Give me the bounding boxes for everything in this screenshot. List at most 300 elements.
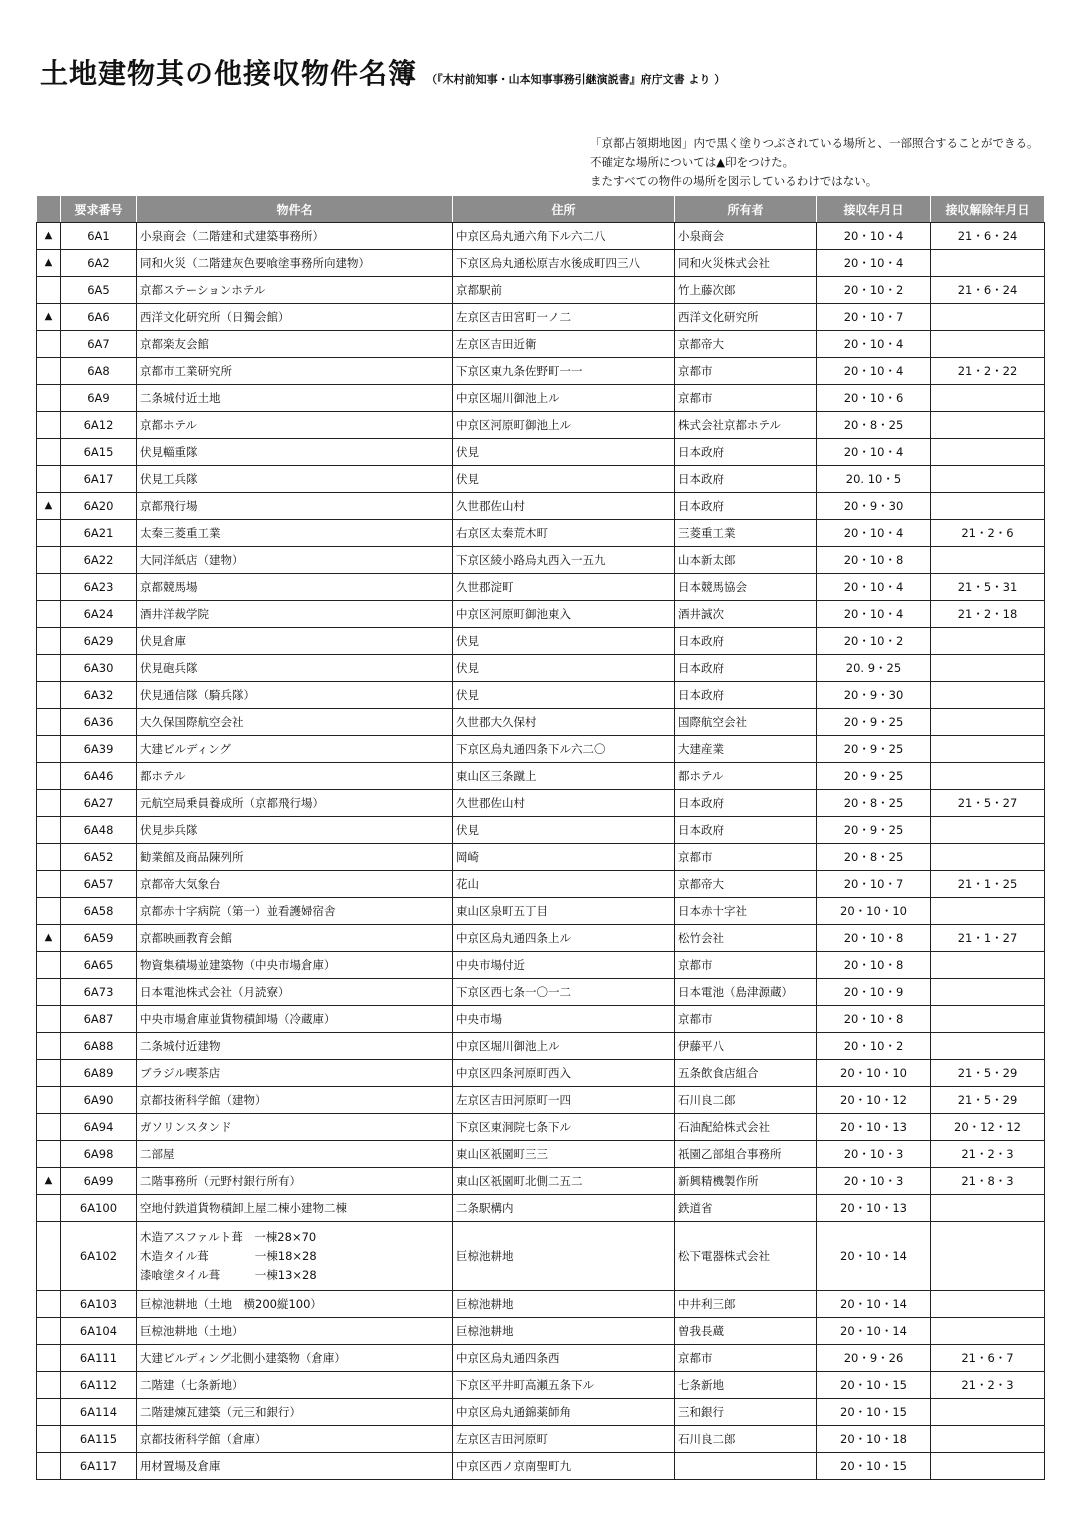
cell-address: 中京区堀川御池上ル — [453, 385, 675, 412]
cell-property-name: 京都市工業研究所 — [137, 358, 453, 385]
cell-property-name: 京都競馬場 — [137, 574, 453, 601]
cell-request-no: 6A8 — [61, 358, 137, 385]
cell-release-date — [931, 655, 1045, 682]
cell-address: 中京区烏丸通四条上ル — [453, 925, 675, 952]
table-row — [37, 574, 1045, 601]
table-row — [37, 1291, 1045, 1318]
table-row — [37, 1426, 1045, 1453]
cell-release-date — [931, 1426, 1045, 1453]
cell-release-date: 21・2・22 — [931, 358, 1045, 385]
cell-address: 中京区烏丸通錦薬師角 — [453, 1399, 675, 1426]
cell-address: 岡崎 — [453, 844, 675, 871]
cell-owner: 京都帝大 — [675, 871, 817, 898]
cell-owner: 石川良二郎 — [675, 1087, 817, 1114]
cell-release-date: 21・8・3 — [931, 1168, 1045, 1195]
cell-release-date — [931, 709, 1045, 736]
table-row — [37, 1114, 1045, 1141]
cell-row-mark — [37, 601, 61, 628]
cell-owner — [675, 1453, 817, 1480]
cell-property-name: 京都帝大気象台 — [137, 871, 453, 898]
cell-seized-date: 20・10・10 — [817, 1060, 931, 1087]
cell-address: 伏見 — [453, 655, 675, 682]
cell-request-no: 6A27 — [61, 790, 137, 817]
table-row — [37, 1222, 1045, 1291]
cell-owner: 鉄道省 — [675, 1195, 817, 1222]
cell-address: 花山 — [453, 871, 675, 898]
cell-owner: 日本政府 — [675, 817, 817, 844]
cell-request-no: 6A24 — [61, 601, 137, 628]
table-row — [37, 1033, 1045, 1060]
cell-seized-date: 20・10・15 — [817, 1453, 931, 1480]
cell-seized-date: 20・8・25 — [817, 844, 931, 871]
cell-request-no: 6A21 — [61, 520, 137, 547]
cell-owner: 石油配給株式会社 — [675, 1114, 817, 1141]
cell-release-date — [931, 1033, 1045, 1060]
col-header-release-date: 接収解除年月日 — [931, 196, 1045, 223]
cell-property-name: 同和火災（二階建灰色要喰塗事務所向建物） — [137, 250, 453, 277]
table-row — [37, 1168, 1045, 1195]
notes — [590, 134, 1039, 191]
cell-request-no: 6A48 — [61, 817, 137, 844]
cell-row-mark: ▲ — [37, 304, 61, 331]
cell-row-mark: ▲ — [37, 223, 61, 250]
cell-seized-date: 20・9・25 — [817, 736, 931, 763]
cell-seized-date: 20・10・12 — [817, 1087, 931, 1114]
cell-seized-date: 20・10・4 — [817, 601, 931, 628]
cell-request-no: 6A5 — [61, 277, 137, 304]
table-row — [37, 1195, 1045, 1222]
cell-seized-date: 20・10・8 — [817, 1006, 931, 1033]
cell-row-mark — [37, 412, 61, 439]
cell-release-date — [931, 1222, 1045, 1291]
cell-address: 中京区河原町御池東入 — [453, 601, 675, 628]
cell-release-date — [931, 331, 1045, 358]
cell-row-mark — [37, 952, 61, 979]
cell-release-date — [931, 466, 1045, 493]
cell-release-date — [931, 1006, 1045, 1033]
cell-request-no: 6A102 — [61, 1222, 137, 1291]
cell-row-mark — [37, 439, 61, 466]
cell-seized-date: 20・10・8 — [817, 952, 931, 979]
cell-request-no: 6A89 — [61, 1060, 137, 1087]
table-row — [37, 331, 1045, 358]
cell-address: 東山区泉町五丁目 — [453, 898, 675, 925]
cell-request-no: 6A58 — [61, 898, 137, 925]
cell-row-mark — [37, 763, 61, 790]
col-header-owner: 所有者 — [675, 196, 817, 223]
cell-owner: 松下電器株式会社 — [675, 1222, 817, 1291]
cell-release-date — [931, 952, 1045, 979]
cell-property-name: 大建ビルディング — [137, 736, 453, 763]
cell-release-date: 21・2・3 — [931, 1141, 1045, 1168]
cell-address: 巨椋池耕地 — [453, 1291, 675, 1318]
cell-row-mark — [37, 709, 61, 736]
cell-address: 伏見 — [453, 439, 675, 466]
cell-owner: 五条飲食店組合 — [675, 1060, 817, 1087]
cell-property-name: 京都ホテル — [137, 412, 453, 439]
cell-owner: 都ホテル — [675, 763, 817, 790]
cell-property-name: 元航空局乗員養成所（京都飛行場） — [137, 790, 453, 817]
cell-property-name: 京都技術科学館（倉庫） — [137, 1426, 453, 1453]
cell-row-mark — [37, 898, 61, 925]
cell-owner: 日本赤十字社 — [675, 898, 817, 925]
cell-release-date: 21・6・24 — [931, 223, 1045, 250]
cell-address: 中央市場付近 — [453, 952, 675, 979]
table-row — [37, 601, 1045, 628]
cell-request-no: 6A23 — [61, 574, 137, 601]
cell-release-date: 21・5・29 — [931, 1060, 1045, 1087]
cell-property-name: ガソリンスタンド — [137, 1114, 453, 1141]
cell-request-no: 6A39 — [61, 736, 137, 763]
cell-owner: 京都市 — [675, 1006, 817, 1033]
table-row — [37, 817, 1045, 844]
cell-seized-date: 20・10・4 — [817, 574, 931, 601]
cell-release-date: 20・12・12 — [931, 1114, 1045, 1141]
cell-seized-date: 20・10・4 — [817, 520, 931, 547]
cell-address: 中京区堀川御池上ル — [453, 1033, 675, 1060]
cell-seized-date: 20・10・2 — [817, 277, 931, 304]
cell-request-no: 6A73 — [61, 979, 137, 1006]
cell-row-mark — [37, 1087, 61, 1114]
cell-seized-date: 20・10・13 — [817, 1195, 931, 1222]
cell-request-no: 6A99 — [61, 1168, 137, 1195]
cell-release-date — [931, 736, 1045, 763]
cell-release-date — [931, 304, 1045, 331]
cell-release-date — [931, 682, 1045, 709]
cell-seized-date: 20・10・4 — [817, 358, 931, 385]
cell-address: 巨椋池耕地 — [453, 1318, 675, 1345]
cell-request-no: 6A6 — [61, 304, 137, 331]
cell-address: 中京区烏丸通六角下ル六二八 — [453, 223, 675, 250]
cell-request-no: 6A20 — [61, 493, 137, 520]
cell-property-name: 京都映画教育会館 — [137, 925, 453, 952]
cell-row-mark — [37, 1426, 61, 1453]
cell-release-date — [931, 412, 1045, 439]
cell-owner: 株式会社京都ホテル — [675, 412, 817, 439]
cell-owner: 京都市 — [675, 952, 817, 979]
cell-row-mark — [37, 1006, 61, 1033]
cell-request-no: 6A52 — [61, 844, 137, 871]
cell-owner: 竹上藤次郎 — [675, 277, 817, 304]
cell-release-date: 21・1・25 — [931, 871, 1045, 898]
cell-property-name: 西洋文化研究所（日獨会館） — [137, 304, 453, 331]
cell-seized-date: 20. 9・25 — [817, 655, 931, 682]
cell-owner: 西洋文化研究所 — [675, 304, 817, 331]
cell-row-mark — [37, 1291, 61, 1318]
cell-address: 左京区吉田河原町一四 — [453, 1087, 675, 1114]
cell-property-name: 物資集積場並建築物（中央市場倉庫） — [137, 952, 453, 979]
cell-address: 久世郡淀町 — [453, 574, 675, 601]
cell-request-no: 6A29 — [61, 628, 137, 655]
cell-row-mark — [37, 1453, 61, 1480]
cell-seized-date: 20・9・25 — [817, 817, 931, 844]
cell-seized-date: 20・10・3 — [817, 1141, 931, 1168]
cell-owner: 日本電池（島津源蔵） — [675, 979, 817, 1006]
cell-owner: 曽我長蔵 — [675, 1318, 817, 1345]
table-row — [37, 628, 1045, 655]
cell-property-name: 二階建煉瓦建築（元三和銀行） — [137, 1399, 453, 1426]
table-row — [37, 871, 1045, 898]
cell-row-mark — [37, 1222, 61, 1291]
cell-seized-date: 20・9・25 — [817, 763, 931, 790]
table-row — [37, 493, 1045, 520]
cell-seized-date: 20・10・10 — [817, 898, 931, 925]
cell-release-date — [931, 439, 1045, 466]
cell-request-no: 6A65 — [61, 952, 137, 979]
cell-address: 下京区平井町高瀬五条下ル — [453, 1372, 675, 1399]
cell-address: 下京区烏丸通松原吉水後成町四三八 — [453, 250, 675, 277]
cell-release-date — [931, 250, 1045, 277]
cell-property-name: 伏見砲兵隊 — [137, 655, 453, 682]
cell-seized-date: 20・10・14 — [817, 1318, 931, 1345]
cell-release-date — [931, 1195, 1045, 1222]
col-header-seized-date: 接収年月日 — [817, 196, 931, 223]
cell-release-date — [931, 817, 1045, 844]
cell-owner: 酒井誠次 — [675, 601, 817, 628]
cell-property-name: 京都楽友会館 — [137, 331, 453, 358]
cell-property-name: 大建ビルディング北側小建築物（倉庫） — [137, 1345, 453, 1372]
cell-row-mark — [37, 358, 61, 385]
cell-release-date — [931, 1318, 1045, 1345]
cell-property-name: 用材置場及倉庫 — [137, 1453, 453, 1480]
cell-property-name: 中央市場倉庫並貨物積卸場（冷蔵庫） — [137, 1006, 453, 1033]
cell-request-no: 6A114 — [61, 1399, 137, 1426]
cell-owner: 三菱重工業 — [675, 520, 817, 547]
cell-property-name: 二条城付近建物 — [137, 1033, 453, 1060]
cell-row-mark: ▲ — [37, 1168, 61, 1195]
cell-property-name: 京都技術科学館（建物） — [137, 1087, 453, 1114]
cell-property-name: 二階事務所（元野村銀行所有） — [137, 1168, 453, 1195]
cell-row-mark: ▲ — [37, 925, 61, 952]
cell-owner: 大建産業 — [675, 736, 817, 763]
cell-property-name: 京都飛行場 — [137, 493, 453, 520]
cell-property-name: 二階建（七条新地） — [137, 1372, 453, 1399]
note-line: 不確定な場所については▲印をつけた。 — [590, 155, 795, 169]
table-row — [37, 412, 1045, 439]
cell-row-mark: ▲ — [37, 493, 61, 520]
cell-address: 中京区河原町御池上ル — [453, 412, 675, 439]
cell-property-name: 木造アスファルト葺 一棟28×70 木造タイル葺 一棟18×28 漆喰塗タイル葺 一棟13×28 — [137, 1222, 453, 1291]
cell-release-date — [931, 979, 1045, 1006]
cell-release-date: 21・2・3 — [931, 1372, 1045, 1399]
table-row — [37, 1006, 1045, 1033]
table-row — [37, 952, 1045, 979]
cell-owner: 日本政府 — [675, 466, 817, 493]
table-row — [37, 1372, 1045, 1399]
cell-row-mark — [37, 574, 61, 601]
cell-owner: 日本政府 — [675, 790, 817, 817]
cell-row-mark — [37, 385, 61, 412]
cell-address: 中央市場 — [453, 1006, 675, 1033]
cell-request-no: 6A7 — [61, 331, 137, 358]
cell-release-date — [931, 628, 1045, 655]
cell-seized-date: 20・10・7 — [817, 871, 931, 898]
cell-seized-date: 20・10・13 — [817, 1114, 931, 1141]
title-row — [40, 52, 725, 92]
cell-seized-date: 20・10・14 — [817, 1291, 931, 1318]
cell-address: 下京区東九条佐野町一一 — [453, 358, 675, 385]
note-line: 「京都占領期地図」内で黒く塗りつぶされている場所と、一部照合することができる。 — [590, 136, 1039, 150]
table-row — [37, 439, 1045, 466]
table-row — [37, 466, 1045, 493]
cell-request-no: 6A57 — [61, 871, 137, 898]
cell-request-no: 6A94 — [61, 1114, 137, 1141]
cell-row-mark — [37, 277, 61, 304]
cell-row-mark — [37, 844, 61, 871]
table-row — [37, 223, 1045, 250]
cell-owner: 松竹会社 — [675, 925, 817, 952]
cell-row-mark — [37, 1399, 61, 1426]
col-header-property-name: 物件名 — [137, 196, 453, 223]
cell-release-date — [931, 1453, 1045, 1480]
cell-request-no: 6A12 — [61, 412, 137, 439]
cell-address: 京都駅前 — [453, 277, 675, 304]
cell-owner: 京都市 — [675, 385, 817, 412]
cell-address: 伏見 — [453, 628, 675, 655]
table-row — [37, 925, 1045, 952]
cell-owner: 伊藤平八 — [675, 1033, 817, 1060]
cell-row-mark — [37, 547, 61, 574]
table-row — [37, 898, 1045, 925]
cell-seized-date: 20・10・15 — [817, 1399, 931, 1426]
cell-request-no: 6A87 — [61, 1006, 137, 1033]
table-row — [37, 790, 1045, 817]
cell-property-name: 二部屋 — [137, 1141, 453, 1168]
cell-seized-date: 20・10・7 — [817, 304, 931, 331]
cell-address: 久世郡大久保村 — [453, 709, 675, 736]
table-row — [37, 304, 1045, 331]
cell-owner: 石川良二郎 — [675, 1426, 817, 1453]
cell-request-no: 6A112 — [61, 1372, 137, 1399]
cell-row-mark — [37, 736, 61, 763]
cell-release-date — [931, 547, 1045, 574]
cell-row-mark — [37, 790, 61, 817]
cell-release-date: 21・6・24 — [931, 277, 1045, 304]
table-row — [37, 250, 1045, 277]
cell-address: 左京区吉田宮町一ノ二 — [453, 304, 675, 331]
cell-owner: 日本政府 — [675, 439, 817, 466]
cell-request-no: 6A117 — [61, 1453, 137, 1480]
cell-row-mark — [37, 628, 61, 655]
col-header-address: 住所 — [453, 196, 675, 223]
cell-address: 左京区吉田近衛 — [453, 331, 675, 358]
cell-seized-date: 20・10・8 — [817, 547, 931, 574]
cell-release-date — [931, 844, 1045, 871]
cell-release-date: 21・2・6 — [931, 520, 1045, 547]
cell-property-name: 巨椋池耕地（土地 横200縦100） — [137, 1291, 453, 1318]
cell-property-name: 都ホテル — [137, 763, 453, 790]
cell-address: 東山区祇園町三三 — [453, 1141, 675, 1168]
cell-seized-date: 20・10・14 — [817, 1222, 931, 1291]
cell-property-name: 伏見倉庫 — [137, 628, 453, 655]
cell-row-mark — [37, 466, 61, 493]
table-row — [37, 1399, 1045, 1426]
table-row — [37, 1060, 1045, 1087]
cell-release-date: 21・5・29 — [931, 1087, 1045, 1114]
table-row — [37, 1141, 1045, 1168]
table-row — [37, 358, 1045, 385]
cell-property-name: 二条城付近土地 — [137, 385, 453, 412]
cell-address: 下京区烏丸通四条下ル六二〇 — [453, 736, 675, 763]
table-row — [37, 277, 1045, 304]
cell-request-no: 6A9 — [61, 385, 137, 412]
cell-row-mark — [37, 979, 61, 1006]
table-row — [37, 682, 1045, 709]
cell-address: 下京区東洞院七条下ル — [453, 1114, 675, 1141]
cell-row-mark — [37, 1141, 61, 1168]
cell-property-name: 空地付鉄道貨物積卸上屋二棟小建物二棟 — [137, 1195, 453, 1222]
cell-owner: 山本新太郎 — [675, 547, 817, 574]
cell-seized-date: 20・10・6 — [817, 385, 931, 412]
cell-owner: 三和銀行 — [675, 1399, 817, 1426]
cell-row-mark — [37, 1033, 61, 1060]
cell-request-no: 6A2 — [61, 250, 137, 277]
cell-owner: 祇園乙部組合事務所 — [675, 1141, 817, 1168]
table-row — [37, 763, 1045, 790]
cell-owner: 同和火災株式会社 — [675, 250, 817, 277]
cell-owner: 新興精機製作所 — [675, 1168, 817, 1195]
cell-request-no: 6A1 — [61, 223, 137, 250]
col-header-mark — [37, 196, 61, 223]
cell-seized-date: 20・9・30 — [817, 493, 931, 520]
table-row — [37, 1345, 1045, 1372]
cell-row-mark: ▲ — [37, 250, 61, 277]
cell-seized-date: 20・10・15 — [817, 1372, 931, 1399]
cell-seized-date: 20・10・2 — [817, 1033, 931, 1060]
table-header-row — [37, 196, 1045, 223]
table-row — [37, 1087, 1045, 1114]
cell-seized-date: 20・10・8 — [817, 925, 931, 952]
cell-owner: 京都市 — [675, 358, 817, 385]
cell-owner: 京都市 — [675, 844, 817, 871]
cell-row-mark — [37, 1195, 61, 1222]
cell-row-mark — [37, 1318, 61, 1345]
cell-address: 中京区烏丸通四条西 — [453, 1345, 675, 1372]
cell-seized-date: 20・10・18 — [817, 1426, 931, 1453]
cell-address: 下京区西七条一〇一二 — [453, 979, 675, 1006]
cell-property-name: 京都ステーションホテル — [137, 277, 453, 304]
cell-request-no: 6A98 — [61, 1141, 137, 1168]
cell-owner: 京都市 — [675, 1345, 817, 1372]
cell-address: 左京区吉田河原町 — [453, 1426, 675, 1453]
cell-address: 久世郡佐山村 — [453, 493, 675, 520]
cell-address: 右京区太秦荒木町 — [453, 520, 675, 547]
table-row — [37, 979, 1045, 1006]
cell-row-mark — [37, 1060, 61, 1087]
cell-owner: 小泉商会 — [675, 223, 817, 250]
table-row — [37, 736, 1045, 763]
cell-seized-date: 20・8・25 — [817, 412, 931, 439]
cell-seized-date: 20・10・4 — [817, 250, 931, 277]
cell-address: 伏見 — [453, 682, 675, 709]
table-body — [37, 223, 1045, 1480]
cell-property-name: ブラジル喫茶店 — [137, 1060, 453, 1087]
cell-owner: 日本競馬協会 — [675, 574, 817, 601]
page-subtitle: （『木村前知事・山本知事事務引継演説書』府庁文書 より ） — [426, 73, 726, 86]
cell-property-name: 巨椋池耕地（土地） — [137, 1318, 453, 1345]
cell-seized-date: 20. 10・5 — [817, 466, 931, 493]
cell-seized-date: 20・10・3 — [817, 1168, 931, 1195]
cell-property-name: 大同洋紙店（建物） — [137, 547, 453, 574]
cell-request-no: 6A36 — [61, 709, 137, 736]
cell-release-date: 21・6・7 — [931, 1345, 1045, 1372]
cell-row-mark — [37, 1114, 61, 1141]
page-title: 土地建物其の他接収物件名簿 — [40, 57, 418, 90]
note-line: またすべての物件の場所を図示しているわけではない。 — [590, 174, 878, 188]
cell-row-mark — [37, 682, 61, 709]
cell-request-no: 6A115 — [61, 1426, 137, 1453]
cell-address: 中京区西ノ京南聖町九 — [453, 1453, 675, 1480]
